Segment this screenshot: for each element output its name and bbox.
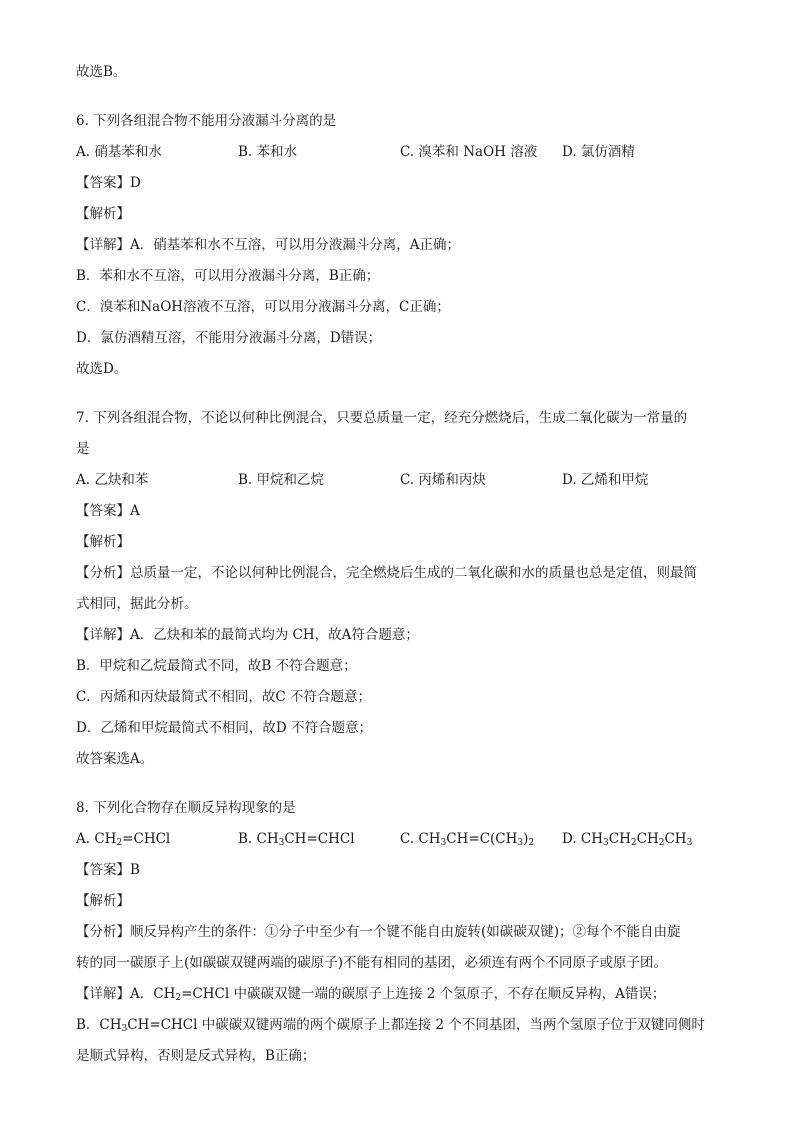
detail-label: 【详解】: [76, 986, 130, 1002]
detail-label: 【详解】: [76, 237, 130, 253]
answer-label: 【答案】: [76, 862, 130, 878]
q7-answer: [76, 501, 724, 521]
answer-label: 【答案】: [76, 503, 130, 519]
q6-option-d: D. 氯仿酒精: [562, 144, 635, 160]
q7-option-a: A. 乙炔和苯: [76, 472, 149, 488]
q8-answer: [76, 860, 724, 880]
fenxi-text: 总质量一定，不论以何种比例混合，完全燃烧后生成的二氧化碳和水的质量也总是定值，则最简: [130, 565, 697, 581]
detail-text: A．硝基苯和水不互溶，可以用分液漏斗分离，A正确；: [130, 237, 460, 253]
q8-fenxi-line2: 转的同一碳原子上(如碳碳双键两端的碳原子)不能有相同的基团，必须连有两个不同原子或原子团。: [76, 955, 668, 971]
q7-detail-d: D．乙烯和甲烷最简式不相同，故D 不符合题意；: [76, 720, 372, 736]
answer-value: A: [130, 503, 140, 519]
q6-option-b: B. 苯和水: [238, 144, 298, 160]
q7-fenxi-line2: 式相同，据此分析。: [76, 596, 198, 612]
q8-detail-a: 【详解】A．$CH_2=CHCl$ 中碳碳双键一端的碳原子上连接 2 个氢原子，不存在顺反异构，A错误；: [76, 986, 666, 1003]
q6-option-a: A. 硝基苯和水: [76, 144, 162, 160]
q8-option-d: D. $CH_3CH_2CH_2CH_3$: [562, 831, 693, 848]
answer-value: B: [130, 862, 140, 878]
q6-analysis-label: 【解析】: [76, 206, 130, 222]
q8-option-a: A. $CH_2=CHCl$: [76, 831, 171, 848]
q7-conclusion: 故答案选A。: [76, 751, 154, 767]
q6-answer: [76, 173, 724, 193]
q6-conclusion: 故选D。: [76, 361, 128, 377]
q7-detail-c: C．丙烯和丙炔最简式不相同，故C 不符合题意；: [76, 689, 371, 705]
fenxi-text: 顺反异构产生的条件：①分子中至少有一个键不能自由旋转(如碳碳双键)；②每个不能自由旋: [130, 924, 681, 940]
q6-option-c: C. 溴苯和 NaOH 溶液: [400, 144, 538, 160]
prev-conclusion: 故选B。: [76, 64, 127, 80]
q8-stem: 8. 下列化合物存在顺反异构现象的是: [76, 800, 296, 816]
detail-text: A．乙炔和苯的最简式均为 CH，故A符合题意；: [130, 627, 419, 643]
q6-stem: 6. 下列各组混合物不能用分液漏斗分离的是: [76, 113, 337, 129]
q8-detail-b-line2: 是顺式异构，否则是反式异构，B正确；: [76, 1048, 316, 1064]
answer-value: D: [130, 175, 141, 191]
q7-option-d: D. 乙烯和甲烷: [562, 472, 649, 488]
q6-detail-d: D．氯仿酒精互溶，不能用分液漏斗分离，D错误；: [76, 330, 382, 346]
q7-option-b: B. 甲烷和乙烷: [238, 472, 325, 488]
fenxi-label: 【分析】: [76, 924, 130, 940]
q7-detail-a: [76, 625, 724, 645]
q8-option-c: C. $CH_3CH=C(CH_3)_2$: [400, 831, 535, 848]
answer-label: 【答案】: [76, 175, 130, 191]
q7-fenxi-line1: [76, 563, 724, 583]
q7-option-c: C. 丙烯和丙炔: [400, 472, 486, 488]
fenxi-label: 【分析】: [76, 565, 130, 581]
q7-stem-line1: 7. 下列各组混合物，不论以何种比例混合，只要总质量一定，经充分燃烧后，生成二氧化碳为一常量的: [76, 410, 688, 426]
q8-option-b: B. $CH_3CH=CHCl$: [238, 831, 355, 848]
q6-detail-c: C．溴苯和NaOH溶液不互溶，可以用分液漏斗分离，C正确；: [76, 299, 450, 315]
q8-detail-b-line1: B．$CH_3CH=CHCl$ 中碳碳双键两端的两个碳原子上都连接 2 个不同基团，当两个氢原子位于双键同侧时: [76, 1017, 705, 1034]
q8-analysis-label: 【解析】: [76, 893, 130, 909]
q6-detail-b: B．苯和水不互溶，可以用分液漏斗分离，B正确；: [76, 268, 380, 284]
q8-fenxi-line1: [76, 922, 724, 942]
q6-detail-a: [76, 235, 724, 255]
q7-detail-b: B．甲烷和乙烷最简式不同，故B 不符合题意；: [76, 658, 357, 674]
q7-stem-line2: 是: [76, 441, 90, 457]
detail-label: 【详解】: [76, 627, 130, 643]
q7-analysis-label: 【解析】: [76, 534, 130, 550]
